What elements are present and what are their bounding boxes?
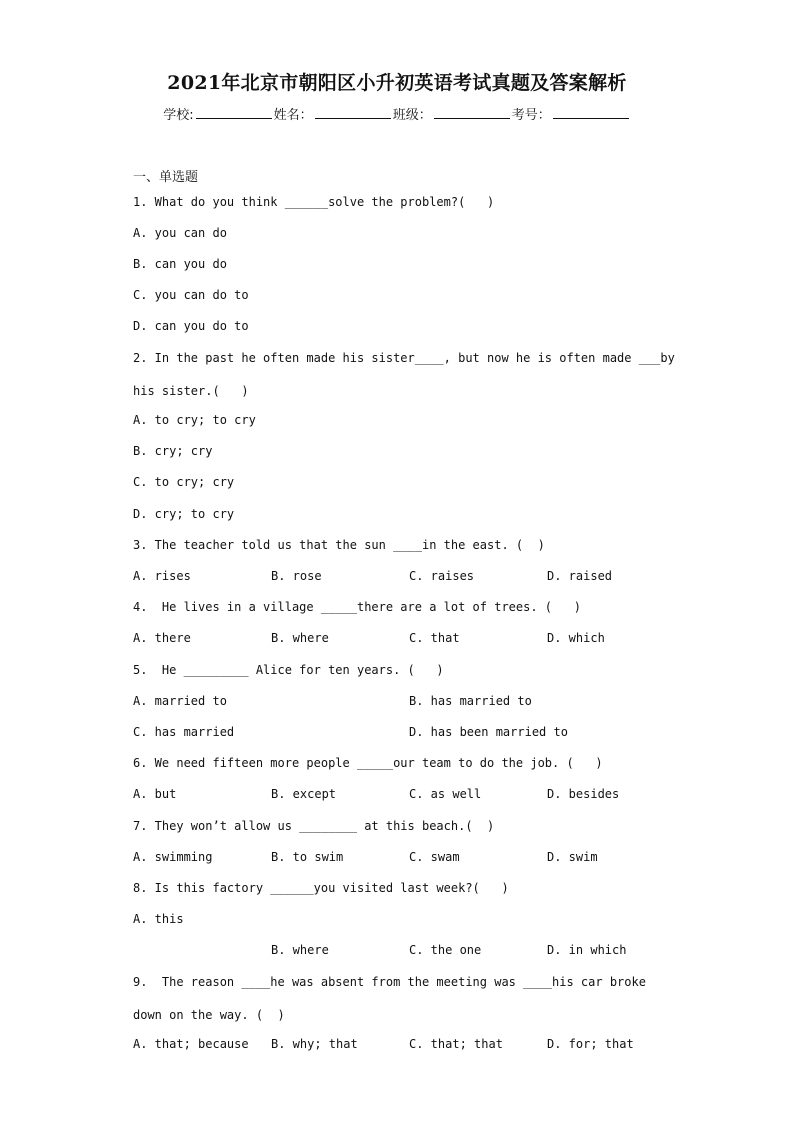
q7-option-d: D. swim xyxy=(547,850,598,864)
q1-option-b: B. can you do xyxy=(133,257,227,271)
question-8: 8. Is this factory ______you visited last week?( ) xyxy=(133,881,509,895)
question-2-line-1: 2. In the past he often made his sister____, but now he is often made ___by xyxy=(133,351,675,365)
q9-option-b: B. why; that xyxy=(271,1037,358,1051)
q8-option-c: C. the one xyxy=(409,943,482,957)
q7-option-a: A. swimming xyxy=(133,850,213,864)
q4-option-a: A. there xyxy=(133,631,191,645)
class-label: 班级： xyxy=(392,108,432,123)
section-heading: 一、单选题 xyxy=(133,170,199,185)
q3-option-a: A. rises xyxy=(133,569,191,583)
name-blank xyxy=(315,106,391,119)
q9-option-d: D. for; that xyxy=(547,1037,634,1051)
class-blank xyxy=(434,106,510,119)
question-1: 1. What do you think ______solve the problem?( ) xyxy=(133,195,495,209)
name-label: 姓名： xyxy=(273,108,313,123)
q1-option-c: C. you can do to xyxy=(133,288,249,302)
q8-option-b: B. where xyxy=(271,943,329,957)
q2-option-c: C. to cry; cry xyxy=(133,475,235,489)
q4-option-c: C. that xyxy=(409,631,460,645)
school-label: 学校: xyxy=(163,108,194,123)
q3-option-c: C. raises xyxy=(409,569,475,583)
question-9-line-2: down on the way. ( ) xyxy=(133,1008,285,1022)
q4-option-b: B. where xyxy=(271,631,329,645)
q3-option-b: B. rose xyxy=(271,569,322,583)
q6-option-c: C. as well xyxy=(409,787,482,801)
q6-option-d: D. besides xyxy=(547,787,620,801)
document-title: 2021年北京市朝阳区小升初英语考试真题及答案解析 xyxy=(167,72,627,94)
q1-option-a: A. you can do xyxy=(133,226,227,240)
q4-option-d: D. which xyxy=(547,631,605,645)
q5-option-a: A. married to xyxy=(133,694,227,708)
school-blank xyxy=(196,106,272,119)
student-info-line xyxy=(0,104,794,123)
q2-option-b: B. cry; cry xyxy=(133,444,213,458)
q2-option-a: A. to cry; to cry xyxy=(133,413,256,427)
question-4: 4. He lives in a village _____there are a lot of trees. ( ) xyxy=(133,600,581,614)
q9-option-a: A. that; because xyxy=(133,1037,249,1051)
q8-option-a: A. this xyxy=(133,912,184,926)
q9-option-c: C. that; that xyxy=(409,1037,503,1051)
q1-option-d: D. can you do to xyxy=(133,319,249,333)
question-9-line-1: 9. The reason ____he was absent from the meeting was ____his car broke xyxy=(133,975,646,989)
q5-option-d: D. has been married to xyxy=(409,725,568,739)
q7-option-b: B. to swim xyxy=(271,850,344,864)
q5-option-c: C. has married xyxy=(133,725,235,739)
q2-option-d: D. cry; to cry xyxy=(133,507,235,521)
question-6: 6. We need fifteen more people _____our team to do the job. ( ) xyxy=(133,756,603,770)
question-3: 3. The teacher told us that the sun ____in the east. ( ) xyxy=(133,538,545,552)
q6-option-a: A. but xyxy=(133,787,177,801)
q8-option-d: D. in which xyxy=(547,943,627,957)
q7-option-c: C. swam xyxy=(409,850,460,864)
q6-option-b: B. except xyxy=(271,787,337,801)
question-7: 7. They won’t allow us ________ at this beach.( ) xyxy=(133,819,495,833)
question-5: 5. He _________ Alice for ten years. ( ) xyxy=(133,663,444,677)
question-2-line-2: his sister.( ) xyxy=(133,384,249,398)
number-label: 考号： xyxy=(511,108,551,123)
q3-option-d: D. raised xyxy=(547,569,613,583)
q5-option-b: B. has married to xyxy=(409,694,532,708)
number-blank xyxy=(553,106,629,119)
